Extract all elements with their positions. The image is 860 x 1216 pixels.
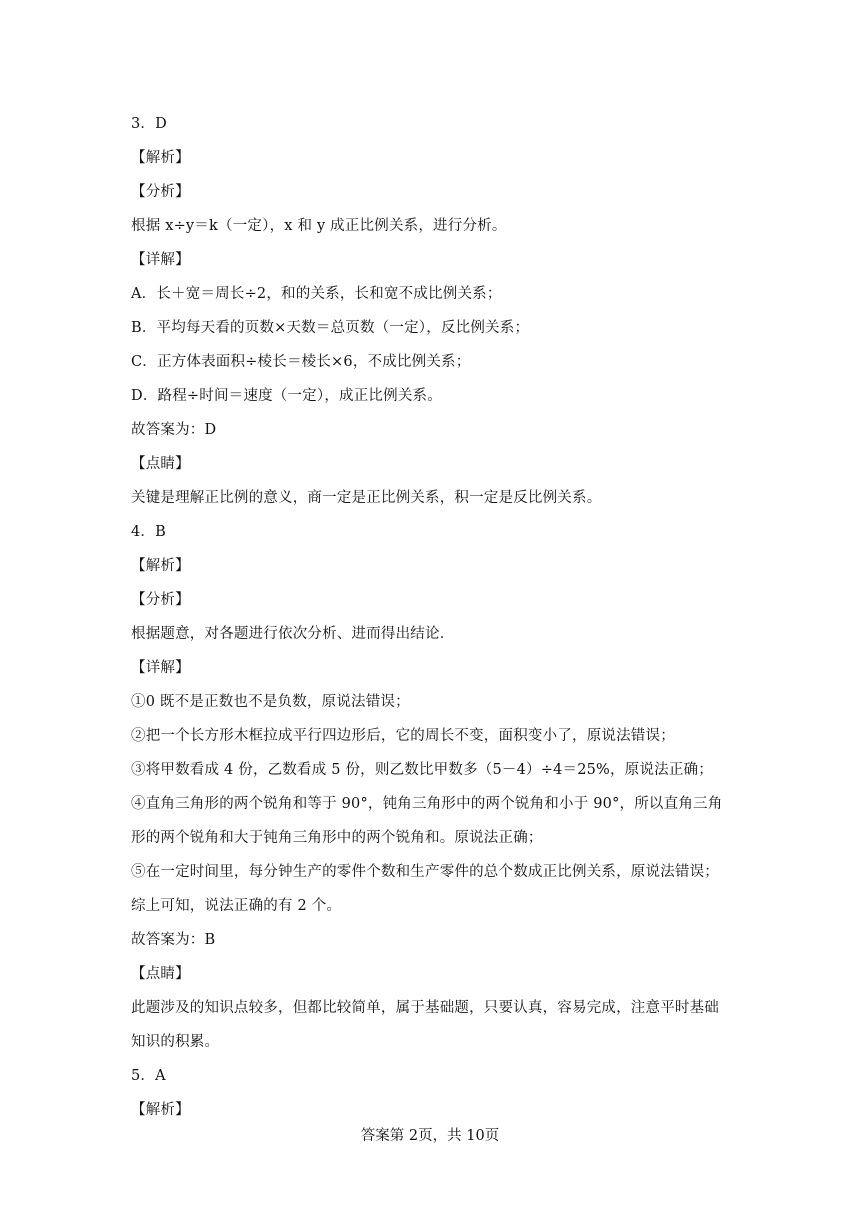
text-line: ③将甲数看成 4 份，乙数看成 5 份，则乙数比甲数多（5－4）÷4＝25%，原说法正确；	[131, 762, 713, 778]
text-line: 根据 x÷y＝k（一定），x 和 y 成正比例关系，进行分析。	[131, 218, 507, 234]
text-line: ②把一个长方形木框拉成平行四边形后，它的周长不变，面积变小了，原说法错误；	[131, 728, 675, 744]
text-line: 【分析】	[131, 184, 190, 200]
text-line: 故答案为：D	[131, 422, 217, 438]
text-line: 【解析】	[131, 150, 190, 166]
text-line: 综上可知，说法正确的有 2 个。	[131, 898, 342, 914]
text-line: ①0 既不是正数也不是负数，原说法错误；	[131, 694, 410, 710]
text-line: B．平均每天看的页数×天数＝总页数（一定），反比例关系；	[131, 320, 530, 336]
text-line: 【分析】	[131, 592, 190, 608]
text-line: 此题涉及的知识点较多，但都比较简单，属于基础题，只要认真，容易完成，注意平时基础	[131, 1000, 719, 1016]
text-line: ④直角三角形的两个锐角和等于 90°，钝角三角形中的两个锐角和小于 90°，所以直角三角	[131, 796, 723, 812]
text-line: C．正方体表面积÷棱长＝棱长×6，不成比例关系；	[131, 354, 471, 370]
text-line: 【详解】	[131, 252, 190, 268]
text-line: 根据题意，对各题进行依次分析、进而得出结论．	[131, 626, 455, 642]
text-line: 5．A	[131, 1068, 166, 1084]
text-line: 3．D	[131, 116, 167, 132]
text-line: 关键是理解正比例的意义，商一定是正比例关系，积一定是反比例关系。	[131, 490, 602, 506]
answer-content	[131, 107, 731, 1127]
text-line: A．长＋宽＝周长÷2，和的关系，长和宽不成比例关系；	[131, 286, 502, 302]
text-line: D．路程÷时间＝速度（一定），成正比例关系。	[131, 388, 442, 404]
text-line: 形的两个锐角和大于钝角三角形中的两个锐角和。原说法正确；	[131, 830, 543, 846]
text-line: 故答案为：B	[131, 932, 216, 948]
text-line: 知识的积累。	[131, 1034, 220, 1050]
text-line: ⑤在一定时间里，每分钟生产的零件个数和生产零件的总个数成正比例关系，原说法错误；	[131, 864, 719, 880]
text-line: 4．B	[131, 524, 166, 540]
text-line: 【解析】	[131, 1102, 190, 1118]
page-footer: 答案第 2页，共 10页	[360, 1128, 500, 1144]
text-line: 【点睛】	[131, 456, 190, 472]
text-line: 【点睛】	[131, 966, 190, 982]
text-line: 【解析】	[131, 558, 190, 574]
text-line: 【详解】	[131, 660, 190, 676]
